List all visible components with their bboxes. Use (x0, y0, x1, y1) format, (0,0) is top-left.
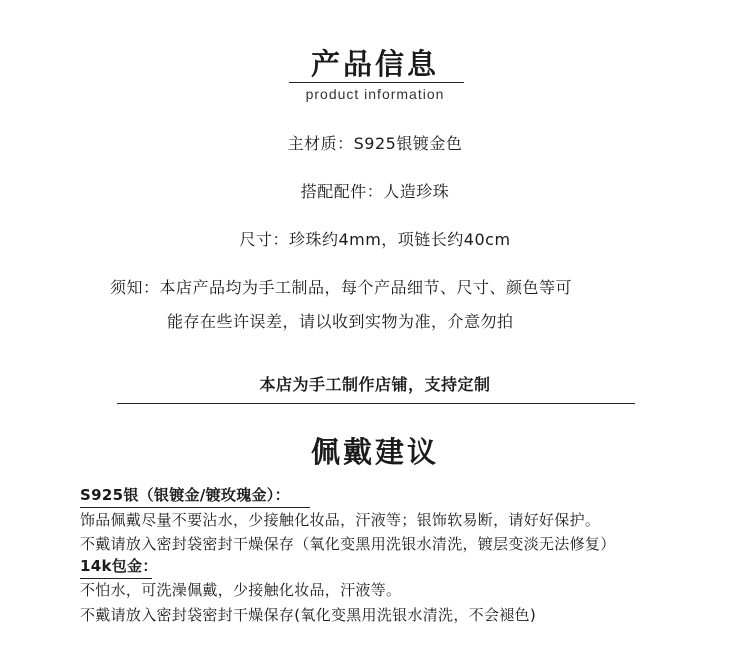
material-info: 主材质：S925银镀金色 (287, 134, 463, 153)
section-title-wear-advice: 佩戴建议 (310, 435, 439, 469)
gold-care-line-1: 不怕水，可洗澡佩戴，少接触化妆品，汗液等。 (80, 581, 402, 599)
size-info: 尺寸：珍珠约4mm，项链长约40cm (239, 230, 511, 249)
section-subtitle-product-info: product information (305, 86, 445, 102)
s925-care-line-1: 饰品佩戴尽量不要沾水，少接触化妆品，汗液等；银饰软易断，请好好保护。 (80, 511, 601, 529)
section-title-product-info: 产品信息 (310, 47, 439, 81)
gold-heading: 14k包金： (80, 557, 158, 575)
gold-heading-underline (80, 578, 152, 579)
s925-heading: S925银（银镀金/镀玫瑰金）： (80, 486, 290, 504)
notice-line-1: 须知：本店产品均为手工制品，每个产品细节、尺寸、颜色等可 (110, 278, 573, 297)
s925-care-line-2: 不戴请放入密封袋密封干燥保存（氧化变黑用洗银水清洗，镀层变淡无法修复） (80, 535, 616, 553)
notice-line-2: 能存在些许误差，请以收到实物为准，介意勿拍 (167, 312, 514, 331)
title-divider (289, 82, 464, 83)
accessory-info: 搭配配件：人造珍珠 (300, 182, 450, 201)
custom-divider (117, 403, 635, 404)
gold-care-line-2: 不戴请放入密封袋密封干燥保存(氧化变黑用洗银水清洗，不会褪色) (80, 606, 537, 624)
custom-made-note: 本店为手工制作店铺，支持定制 (259, 375, 491, 394)
notice-block (110, 271, 655, 339)
s925-heading-underline (80, 507, 310, 508)
